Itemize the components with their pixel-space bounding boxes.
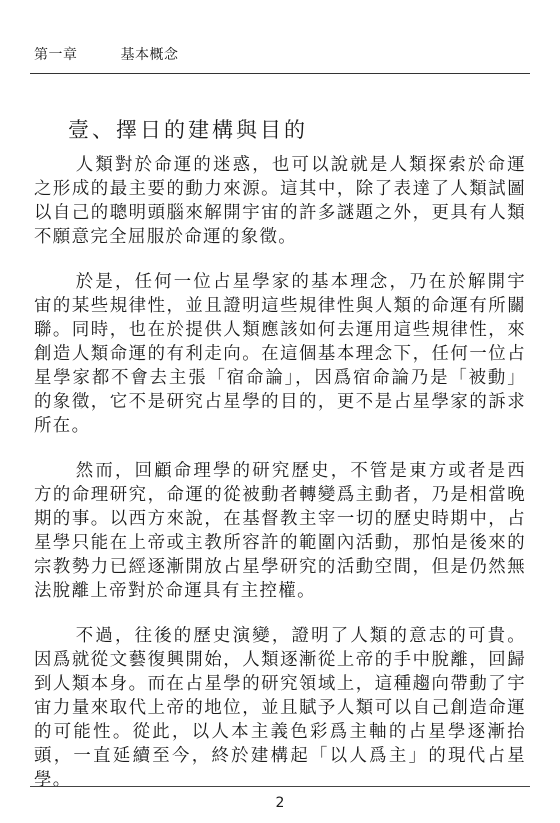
running-header (34, 44, 178, 64)
chapter-label: 第一章 (34, 47, 78, 63)
paragraph-3: 然而，回顧命理學的研究歷史，不管是東方或者是西方的命理研究，命運的從被動者轉變爲主動者，乃是相當晚期的事。以西方來說，在基督教主宰一切的歷史時期中，占星學只能在上帝或主教所容許的範圍內活動，那怕是後來的宗教勢力已經逐漸開放占星學研究的活動空間，但是仍然無法脫離上帝對於命運具有主控權。 (34, 461, 526, 601)
footer-rule (30, 786, 530, 787)
paragraph-2: 於是，任何一位占星學家的基本理念，乃在於解開宇宙的某些規律性，並且證明這些規律性與人類的命運有所關聯。同時，也在於提供人類應該如何去運用這些規律性，來創造人類命運的有利走向。在這個基本理念下，任何一位占星學家都不會去主張「宿命論」，因爲宿命論乃是「被動」的象徵，它不是研究占星學的目的，更不是占星學家的訴求所在。 (34, 272, 526, 436)
paragraph-4: 不過，往後的歷史演變，證明了人類的意志的可貴。因爲就從文藝復興開始，人類逐漸從上帝的手中脫離，回歸到人類本身。而在占星學的研究領域上，這種趨向帶動了宇宙力量來取代上帝的地位，並且賦予人類可以自己創造命運的可能性。從此，以人本主義色彩爲主軸的占星學逐漸抬頭，一直延續至今，終於建構起「以人爲主」的現代占星學。 (34, 626, 526, 790)
paragraph-1: 人類對於命運的迷惑，也可以說就是人類探索於命運之形成的最主要的動力來源。這其中，除了表達了人類試圖以自己的聰明頭腦來解開宇宙的許多謎題之外，更具有人類不願意完全屈服於命運的象徵。 (34, 155, 526, 247)
header-rule (30, 73, 530, 74)
chapter-title: 基本概念 (120, 47, 179, 63)
section-title: 壹、擇日的建構與目的 (68, 118, 308, 142)
page-number: 2 (275, 795, 285, 811)
body-text (34, 153, 526, 813)
